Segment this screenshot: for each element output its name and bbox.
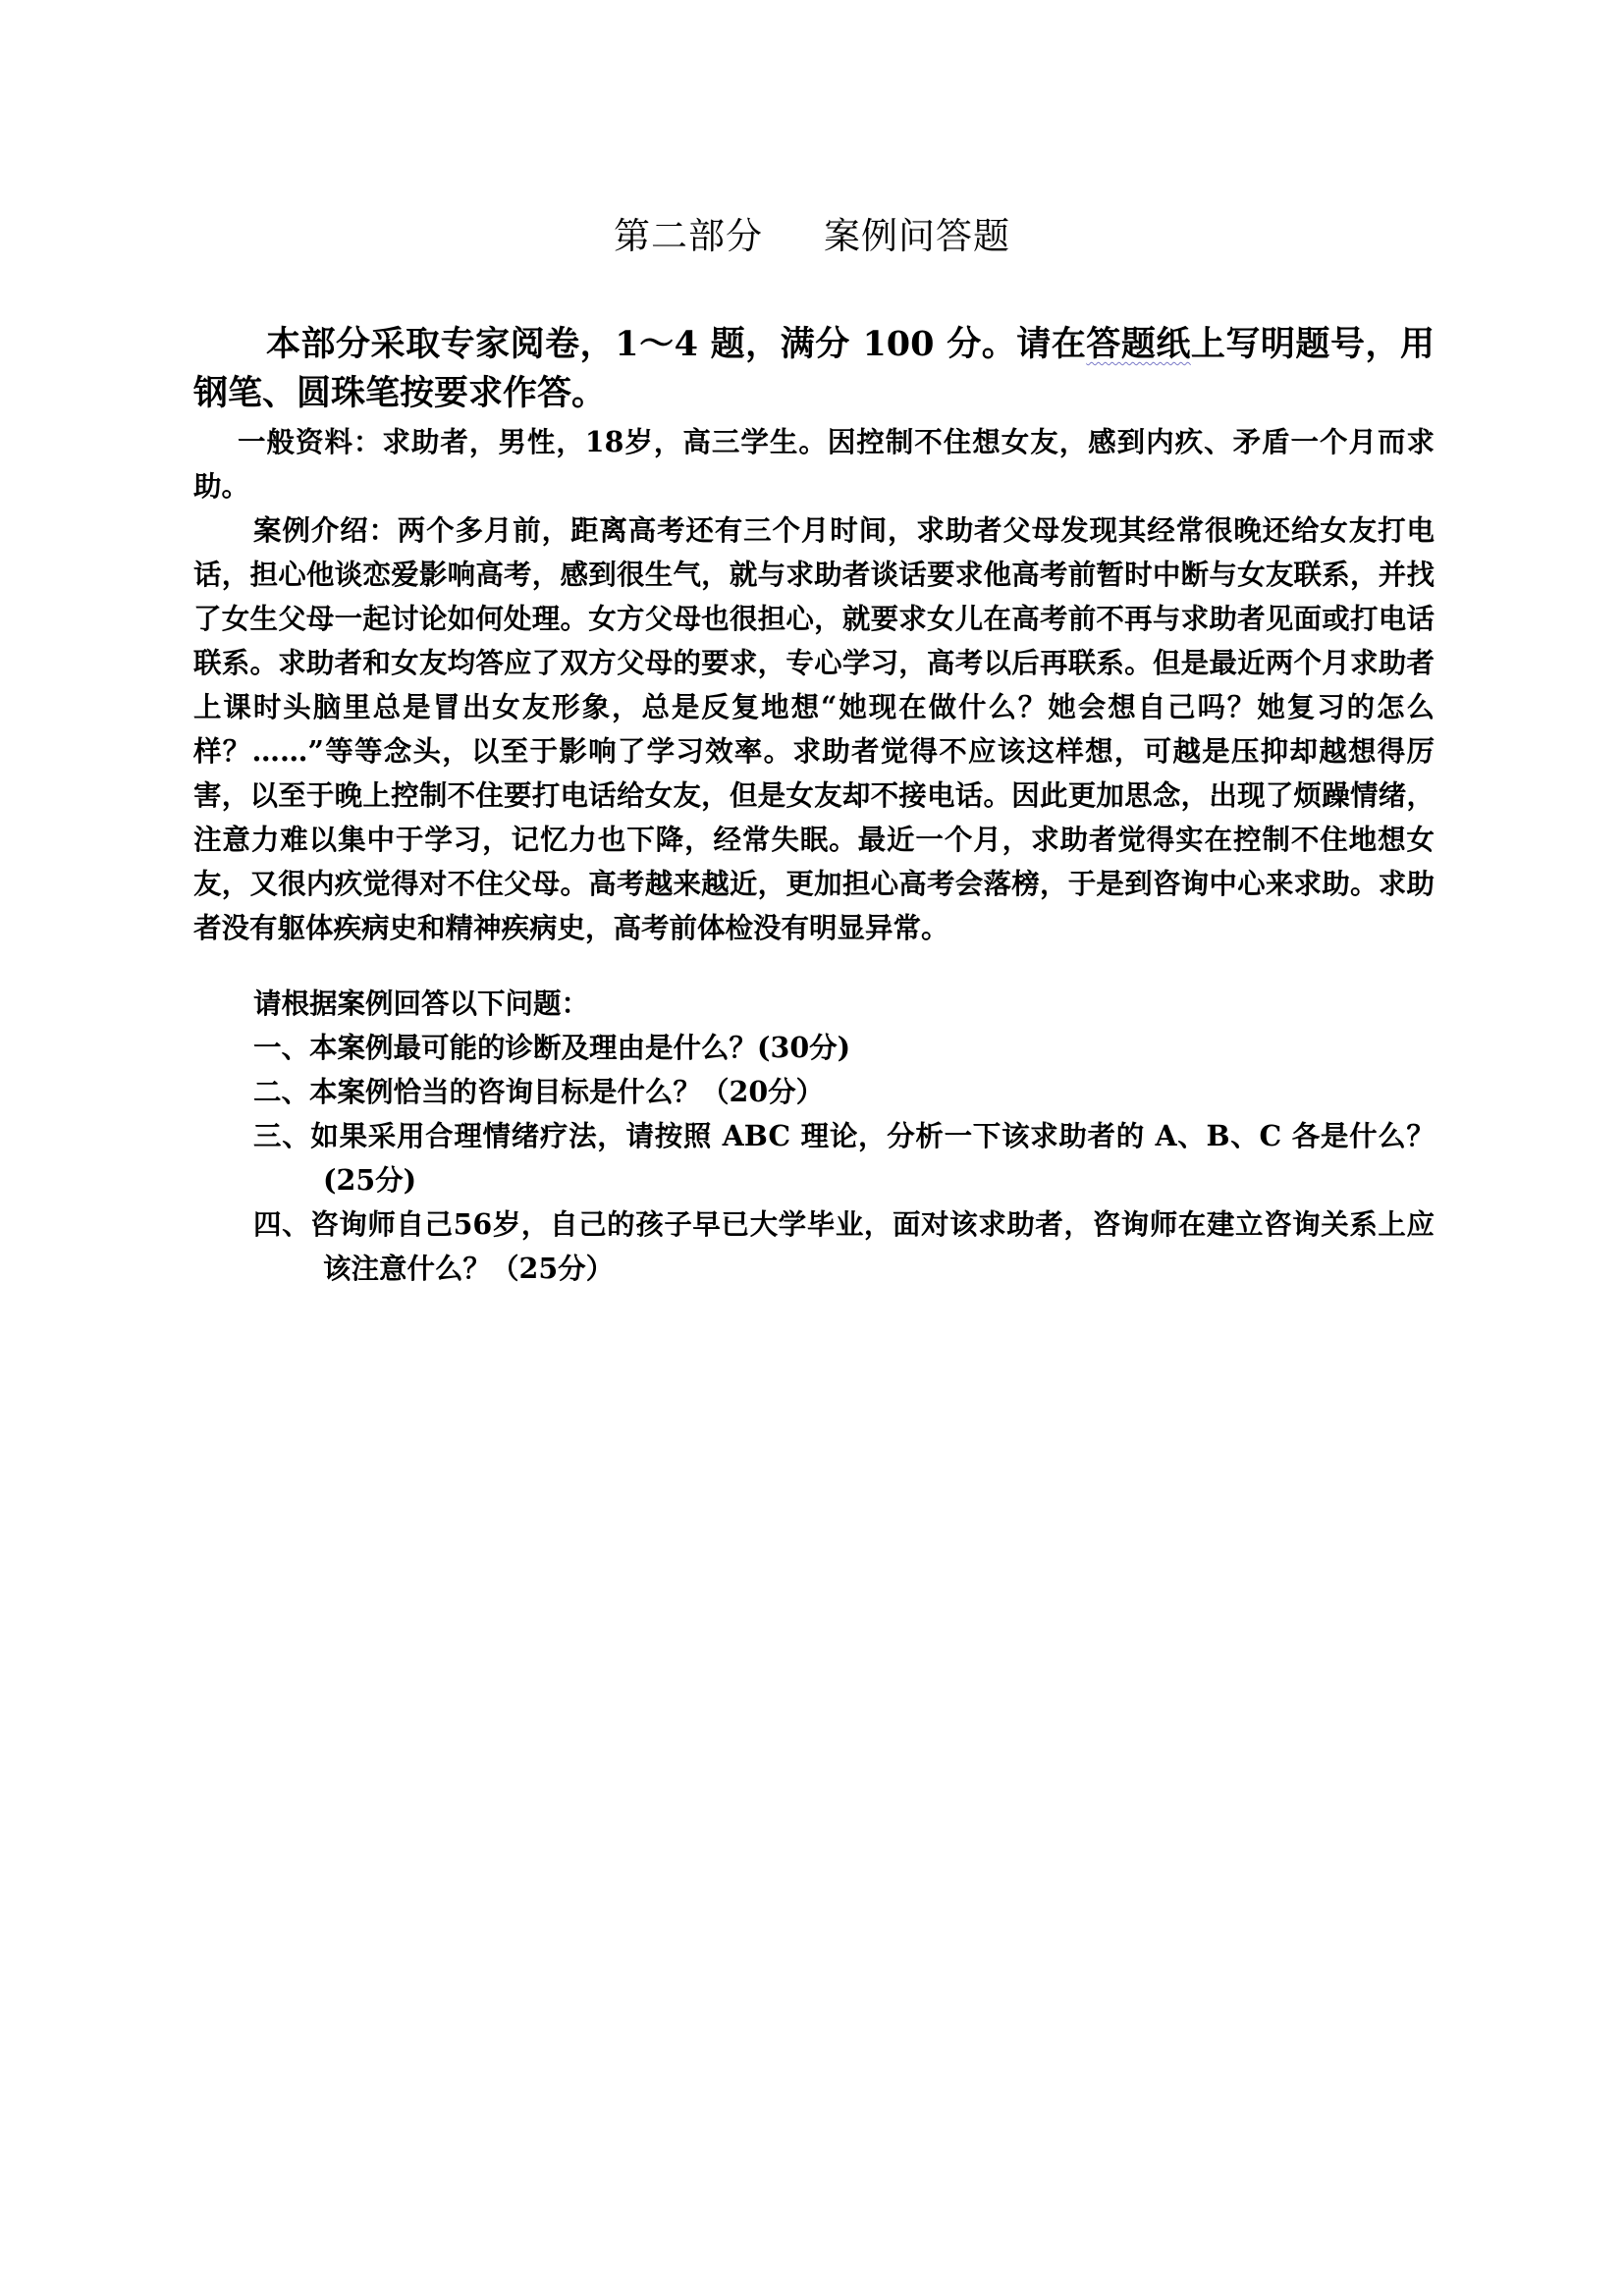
basic-info-paragraph: 一般资料：求助者，男性，18岁，高三学生。因控制不住想女友，感到内疚、矛盾一个月而求助。 — [193, 425, 1435, 503]
instructions-text-end: 上写明题号，用钢笔、圆珠笔按要求作答。 — [193, 324, 1435, 413]
question-item-4: 四、咨询师自己56岁，自己的孩子早已大学毕业，面对该求助者，咨询师在建立咨询关系上应该注意什么？（25分） — [253, 1207, 1435, 1285]
question-item-2: 二、本案例恰当的咨询目标是什么？（20分） — [253, 1075, 825, 1108]
question-item-1: 一、本案例最可能的诊断及理由是什么？(30分) — [253, 1031, 851, 1064]
case-description-paragraph: 案例介绍：两个多月前，距离高考还有三个月时间，求助者父母发现其经常很晚还给女友打电话，担心他谈恋爱影响高考，感到很生气，就与求助者谈话要求他高考前暂时中断与女友联系，并找了女生父母一起讨论如何处理。女方父母也很担心，就要求女儿在高考前不再与求助者见面或打电话联系。求助者和女友均答应了双方父母的要求，专心学习，高考以后再联系。但是最近两个月求助者上课时头脑里总是冒出女友形象，总是反复地想“她现在做什么？她会想自己吗？她复习的怎么样？……”等等念头，以至于影响了学习效率。求助者觉得不应该这样想，可越是压抑却越想得厉害，以至于晚上控制不住要打电话给女友，但是女友却不接电话。因此更加思念，出现了烦躁情绪，注意力难以集中于学习，记忆力也下降，经常失眠。最近一个月，求助者觉得实在控制不住地想女友，又很内疚觉得对不住父母。高考越来越近，更加担心高考会落榜，于是到咨询中心来求助。求助者没有躯体疾病史和精神疾病史，高考前体检没有明显异常。 — [193, 513, 1435, 944]
instructions-paragraph — [193, 320, 1435, 418]
section-title-part: 第二部分 — [614, 215, 763, 257]
question-list — [253, 1026, 1435, 1291]
instructions-text-start: 本部分采取专家阅卷，1～4 题，满分 100 分。请在 — [266, 324, 1087, 364]
section-title — [0, 209, 1624, 264]
spellcheck-marked-word: 答题纸 — [1086, 324, 1191, 364]
question-item-3: 三、如果采用合理情绪疗法，请按照 ABC 理论，分析一下该求助者的 A、B、C 各是什么？(25分) — [253, 1119, 1435, 1197]
questions-prompt: 请根据案例回答以下问题： — [253, 987, 590, 1020]
section-title-name: 案例问答题 — [824, 215, 1010, 257]
